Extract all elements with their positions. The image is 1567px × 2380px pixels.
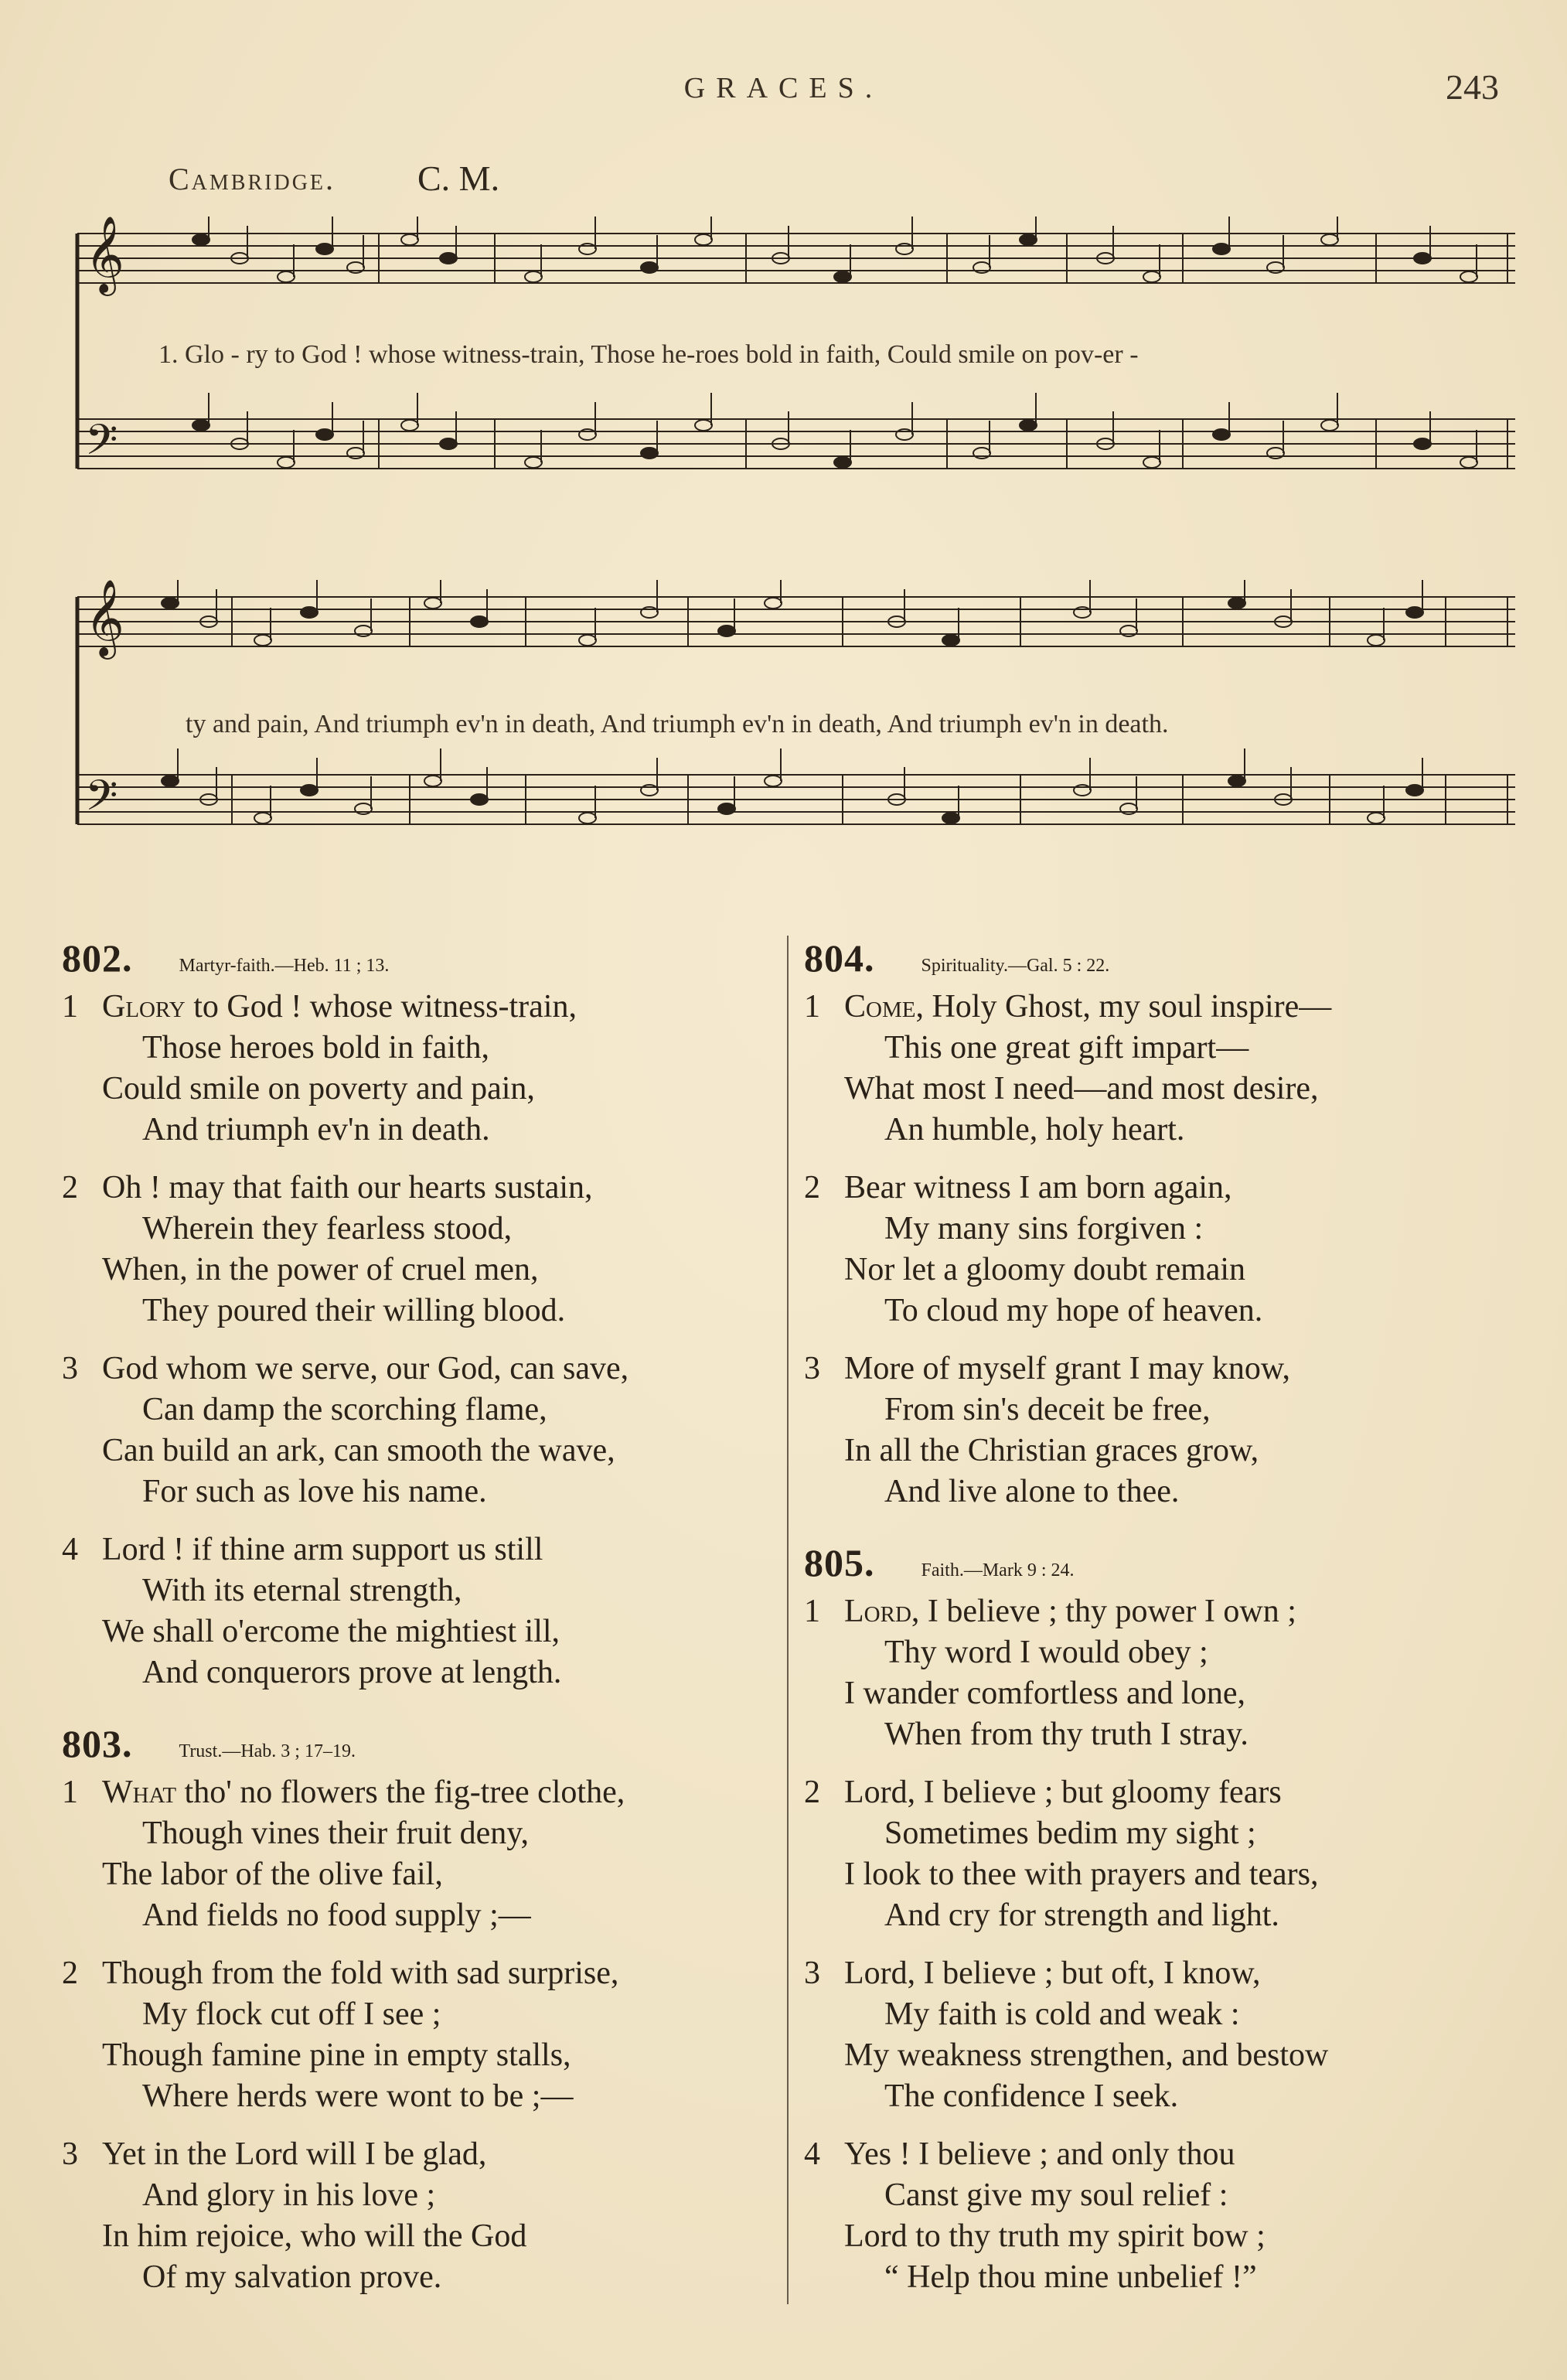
running-title: GRACES. — [683, 72, 884, 104]
verse-line — [62, 1854, 781, 1895]
note-head — [718, 626, 735, 636]
verse-line — [62, 1994, 781, 2035]
verse-text: For such as love his name. — [142, 1474, 487, 1509]
verse-line — [62, 1209, 781, 1250]
note-head — [1228, 776, 1245, 786]
verse-line — [62, 2035, 781, 2076]
verse-line — [804, 2216, 1523, 2257]
stanza — [804, 1591, 1523, 1755]
verse-text: Oh ! may that faith our hearts sustain, — [102, 1170, 593, 1205]
verse-text: And cry for strength and light. — [884, 1898, 1279, 1933]
verse-text: I wander comfortless and lone, — [844, 1676, 1245, 1711]
bass-clef-icon: 𝄢 — [85, 415, 118, 475]
note-head — [1321, 420, 1338, 431]
note-head — [765, 598, 782, 609]
hymn-803 — [62, 1721, 781, 2298]
treble-staff — [77, 580, 1515, 660]
verse-line — [804, 1813, 1523, 1854]
verse-text: Lord, I believe ; but oft, I know, — [844, 1955, 1261, 1991]
treble-clef-icon: 𝄞 — [85, 217, 124, 293]
verse-line — [804, 1349, 1523, 1389]
verse-line — [804, 1591, 1523, 1632]
note-head — [718, 803, 735, 814]
verse-text: Could smile on poverty and pain, — [102, 1071, 535, 1106]
note-head — [1143, 271, 1160, 282]
verse-text: And conquerors prove at length. — [142, 1655, 562, 1690]
verse-text: Lord ! if thine arm support us still — [102, 1532, 543, 1567]
stanza — [804, 987, 1523, 1151]
note-head — [834, 457, 851, 468]
bass-clef-icon: 𝄢 — [85, 771, 118, 830]
note-head — [1368, 635, 1385, 646]
verse-text: Those heroes bold in faith, — [142, 1030, 490, 1066]
note-head — [942, 813, 959, 823]
note-head — [1213, 429, 1230, 440]
note-head — [834, 271, 851, 282]
note-head — [765, 776, 782, 786]
system-1-staves — [62, 217, 1523, 541]
stanza-number: 1 — [804, 989, 820, 1025]
verse-text: Lord to thy truth my spirit bow ; — [844, 2218, 1266, 2254]
verse-text: tho' no flowers the fig-tree clothe, — [184, 1775, 625, 1810]
note-head — [162, 776, 179, 786]
right-column — [804, 936, 1523, 2326]
verse-text: Can build an ark, can smooth the wave, — [102, 1433, 615, 1468]
verse-text: With its eternal strength, — [142, 1573, 462, 1608]
verse-line — [804, 1994, 1523, 2035]
verse-line — [804, 1291, 1523, 1332]
verse-line — [62, 1652, 781, 1693]
verse-line — [804, 2257, 1523, 2298]
note-head — [401, 234, 418, 245]
verse-line — [62, 1430, 781, 1471]
verse-text: My faith is cold and weak : — [884, 1996, 1240, 2032]
verse-text: My many sins forgiven : — [884, 1211, 1204, 1246]
stanza — [804, 1772, 1523, 1936]
verse-text: And fields no food supply ;— — [142, 1898, 531, 1933]
verse-text: When from thy truth I stray. — [884, 1717, 1248, 1752]
verse-line — [804, 1110, 1523, 1151]
verse-text: My weakness strengthen, and bestow — [844, 2037, 1329, 2073]
hymn-reference: Martyr-faith.—Heb. 11 ; 13. — [179, 956, 390, 976]
verse-line — [804, 1471, 1523, 1512]
verse-text: The confidence I seek. — [884, 2078, 1179, 2114]
verse-text: From sin's deceit be free, — [884, 1392, 1211, 1427]
verse-line — [62, 987, 781, 1028]
verse-line — [62, 1570, 781, 1611]
stanza-number: 3 — [804, 1955, 820, 1991]
verse-line — [804, 2175, 1523, 2216]
verse-line — [804, 2134, 1523, 2175]
verse-line — [804, 1028, 1523, 1069]
verse-line — [62, 1611, 781, 1652]
note-head — [1460, 457, 1477, 468]
verse-text: My flock cut off I see ; — [142, 1996, 441, 2032]
stanza-number: 3 — [62, 2136, 78, 2172]
note-head — [695, 234, 712, 245]
note-head — [316, 429, 333, 440]
verse-line — [62, 1069, 781, 1110]
note-head — [254, 813, 271, 823]
note-head — [278, 457, 295, 468]
hymn-header — [804, 1540, 1523, 1585]
lyric-underlay-2: ty and pain, And triumph ev'n in death, And triumph ev'n in death, And triumph ev'n in death. — [186, 710, 1169, 738]
verse-line — [62, 1110, 781, 1151]
note-head — [1020, 234, 1037, 245]
note-head — [471, 794, 488, 805]
note-head — [316, 244, 333, 254]
note-head — [1414, 438, 1431, 449]
verse-line — [62, 1813, 781, 1854]
verse-line — [62, 2175, 781, 2216]
note-head — [440, 253, 457, 264]
verse-text: Though famine pine in empty stalls, — [102, 2037, 571, 2073]
stanza — [804, 1953, 1523, 2117]
hymn-reference: Spirituality.—Gal. 5 : 22. — [921, 956, 1110, 976]
note-head — [1368, 813, 1385, 823]
note-head — [301, 607, 318, 618]
note-head — [192, 234, 210, 245]
stanza-number: 1 — [62, 1775, 78, 1810]
hymn-number: 805. — [804, 1541, 875, 1584]
verse-text: Where herds were wont to be ;— — [142, 2078, 574, 2114]
verse-text: Nor let a gloomy doubt remain — [844, 1252, 1246, 1287]
verse-line — [804, 1714, 1523, 1755]
verse-line — [62, 1953, 781, 1994]
stanza — [62, 1529, 781, 1693]
verse-line — [804, 1673, 1523, 1714]
note-head — [471, 616, 488, 627]
verse-text: I believe ; thy power I own ; — [927, 1594, 1296, 1629]
verse-text: And triumph ev'n in death. — [142, 1112, 490, 1147]
verse-text: “ Help thou mine unbelief !” — [884, 2259, 1257, 2295]
verse-line — [804, 1854, 1523, 1895]
verse-text: In him rejoice, who will the God — [102, 2218, 527, 2254]
verse-text: Of my salvation prove. — [142, 2259, 442, 2295]
stanza-lead-word: What — [102, 1775, 177, 1810]
verse-text: Can damp the scorching flame, — [142, 1392, 547, 1427]
verse-line — [62, 2216, 781, 2257]
verse-text: Yes ! I believe ; and only thou — [844, 2136, 1235, 2172]
note-head — [579, 813, 596, 823]
hymn-reference: Faith.—Mark 9 : 24. — [921, 1560, 1075, 1580]
column-divider — [787, 936, 789, 2304]
verse-line — [804, 2076, 1523, 2117]
stanza-number: 1 — [62, 989, 78, 1025]
verse-line — [804, 987, 1523, 1028]
stanza — [62, 2134, 781, 2298]
page-number: 243 — [1446, 67, 1499, 107]
verse-text: Sometimes bedim my sight ; — [884, 1816, 1256, 1851]
verse-line — [62, 2134, 781, 2175]
verse-line — [804, 1250, 1523, 1291]
verse-line — [62, 2076, 781, 2117]
verse-text: Thy word I would obey ; — [884, 1635, 1208, 1670]
note-head — [254, 635, 271, 646]
hymn-reference: Trust.—Hab. 3 ; 17–19. — [179, 1741, 356, 1761]
verse-line — [804, 1389, 1523, 1430]
lyric-underlay-1: 1. Glo - ry to God ! whose witness-train, Those he-roes bold in faith, Could smile on pov-er - — [158, 340, 1139, 369]
stanza-number: 2 — [62, 1955, 78, 1991]
verse-text: I look to thee with prayers and tears, — [844, 1857, 1319, 1892]
hymn-802 — [62, 936, 781, 1693]
stanza — [804, 1349, 1523, 1512]
stanza-number: 2 — [804, 1170, 820, 1205]
note-head — [440, 438, 457, 449]
hymn-number: 802. — [62, 936, 133, 980]
left-column — [62, 936, 781, 2326]
verse-text: to God ! whose witness-train, — [193, 989, 577, 1025]
verse-text: Lord, I believe ; but gloomy fears — [844, 1775, 1282, 1810]
verse-text: Though from the fold with sad surprise, — [102, 1955, 619, 1991]
stanza — [62, 1349, 781, 1512]
note-head — [641, 448, 658, 459]
stanza-number: 3 — [804, 1351, 820, 1386]
music-system-1 — [62, 217, 1523, 541]
verse-line — [62, 1895, 781, 1936]
stanza-number: 3 — [62, 1351, 78, 1386]
treble-clef-icon: 𝄞 — [85, 580, 124, 656]
verse-line — [804, 1069, 1523, 1110]
verse-text: In all the Christian graces grow, — [844, 1433, 1259, 1468]
note-head — [1321, 234, 1338, 245]
verse-line — [62, 1250, 781, 1291]
stanza-lead-word: Lord, — [844, 1594, 920, 1629]
verse-line — [62, 1772, 781, 1813]
note-head — [424, 598, 441, 609]
stanza — [804, 1168, 1523, 1332]
note-head — [162, 598, 179, 609]
verse-text: And glory in his love ; — [142, 2177, 436, 2213]
verse-text: Though vines their fruit deny, — [142, 1816, 530, 1851]
verse-line — [62, 1471, 781, 1512]
verse-text: Bear witness I am born again, — [844, 1170, 1232, 1205]
note-head — [1020, 420, 1037, 431]
hymn-number: 803. — [62, 1722, 133, 1765]
stanza-number: 4 — [804, 2136, 820, 2172]
note-head — [192, 420, 210, 431]
verse-text: God whom we serve, our God, can save, — [102, 1351, 629, 1386]
bass-staff — [77, 748, 1515, 830]
hymn-804 — [804, 936, 1523, 1512]
stanza — [62, 1953, 781, 2117]
verse-text: And live alone to thee. — [884, 1474, 1180, 1509]
note-head — [1414, 253, 1431, 264]
verse-text: More of myself grant I may know, — [844, 1351, 1290, 1386]
verse-text: Canst give my soul relief : — [884, 2177, 1228, 2213]
note-head — [278, 271, 295, 282]
verse-line — [804, 1772, 1523, 1813]
verse-line — [62, 2257, 781, 2298]
verse-line — [804, 2035, 1523, 2076]
hymn-header — [62, 1721, 781, 1766]
note-head — [1143, 457, 1160, 468]
verse-text: When, in the power of cruel men, — [102, 1252, 539, 1287]
verse-line — [62, 1389, 781, 1430]
verse-text: The labor of the olive fail, — [102, 1857, 443, 1892]
verse-text: This one great gift impart— — [884, 1030, 1249, 1066]
bass-staff — [77, 393, 1515, 475]
note-head — [1228, 598, 1245, 609]
verse-text: Wherein they fearless stood, — [142, 1211, 513, 1246]
verse-line — [804, 1895, 1523, 1936]
verse-text: To cloud my hope of heaven. — [884, 1293, 1263, 1328]
note-head — [1406, 785, 1423, 796]
stanza — [804, 2134, 1523, 2298]
note-head — [525, 271, 542, 282]
verse-text: Yet in the Lord will I be glad, — [102, 2136, 487, 2172]
verse-line — [804, 1209, 1523, 1250]
note-head — [1213, 244, 1230, 254]
tune-name: Cambridge. — [169, 162, 336, 196]
hymn-header — [62, 936, 781, 980]
verse-line — [62, 1291, 781, 1332]
note-head — [525, 457, 542, 468]
stanza — [62, 1168, 781, 1332]
verse-text: What most I need—and most desire, — [844, 1071, 1319, 1106]
verse-line — [804, 1430, 1523, 1471]
stanza-lead-word: Glory — [102, 989, 186, 1025]
note-head — [424, 776, 441, 786]
note-head — [1460, 271, 1477, 282]
stanza — [62, 1772, 781, 1936]
hymn-header — [804, 936, 1523, 980]
verse-text: We shall o'ercome the mightiest ill, — [102, 1614, 560, 1649]
stanza-lead-word: Come, — [844, 989, 924, 1025]
verse-text: An humble, holy heart. — [884, 1112, 1185, 1147]
verse-line — [62, 1168, 781, 1209]
note-head — [695, 420, 712, 431]
note-head — [401, 420, 418, 431]
verse-line — [62, 1529, 781, 1570]
verse-line — [62, 1028, 781, 1069]
treble-staff — [77, 217, 1515, 296]
note-head — [301, 785, 318, 796]
hymn-number: 804. — [804, 936, 875, 980]
stanza-number: 4 — [62, 1532, 78, 1567]
stanza-number: 1 — [804, 1594, 820, 1629]
verse-line — [62, 1349, 781, 1389]
verse-line — [804, 1632, 1523, 1673]
note-head — [641, 262, 658, 273]
verse-line — [804, 1168, 1523, 1209]
note-head — [1406, 607, 1423, 618]
verse-text: They poured their willing blood. — [142, 1293, 566, 1328]
stanza — [62, 987, 781, 1151]
stanza-number: 2 — [62, 1170, 78, 1205]
note-head — [579, 635, 596, 646]
hymn-805 — [804, 1540, 1523, 2298]
stanza-number: 2 — [804, 1775, 820, 1810]
note-head — [942, 635, 959, 646]
tune-meter: C. M. — [417, 159, 500, 198]
verse-text: Holy Ghost, my soul inspire— — [932, 989, 1332, 1025]
verse-line — [804, 1953, 1523, 1994]
